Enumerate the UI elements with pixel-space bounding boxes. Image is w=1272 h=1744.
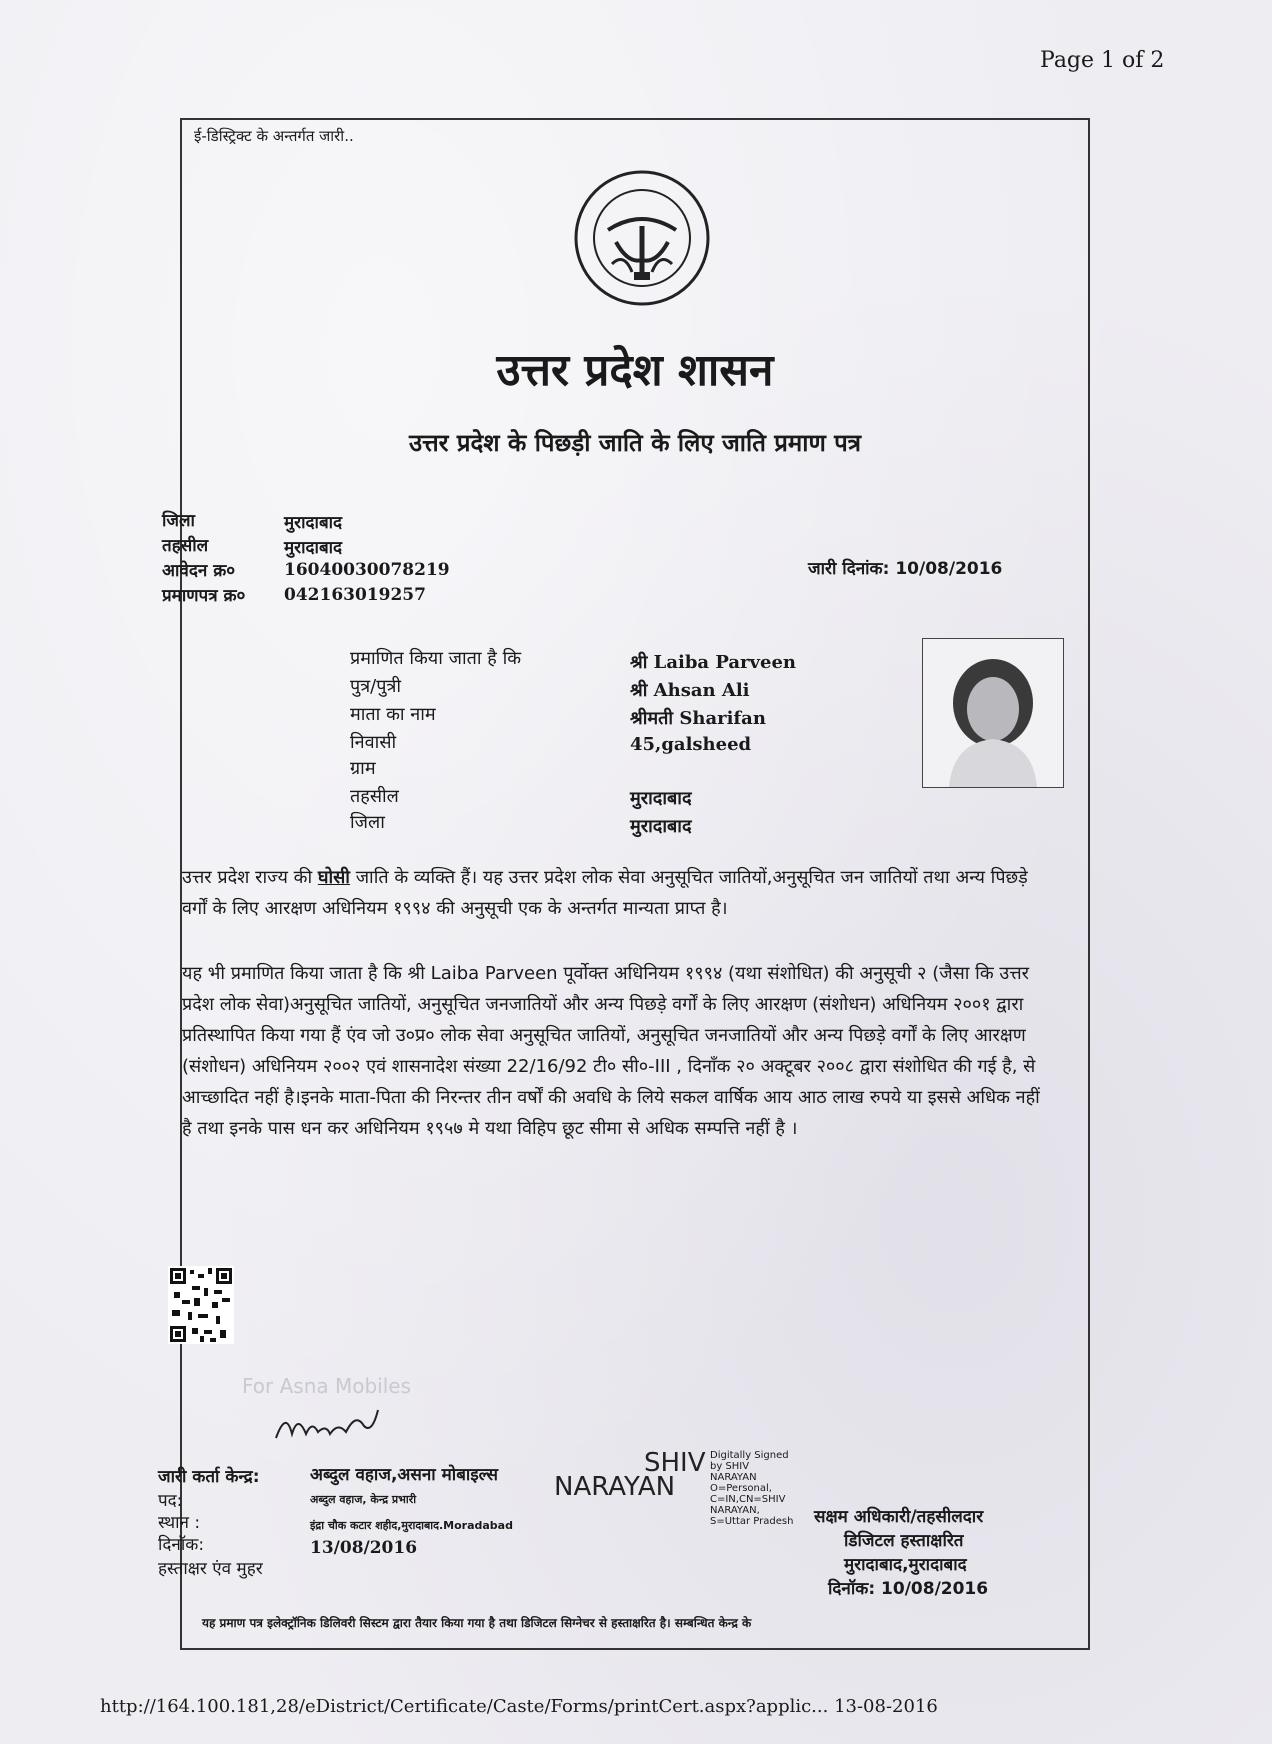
district-field-label: जिला	[350, 812, 385, 833]
holder-photo	[922, 638, 1064, 788]
caste-name: घोसी	[317, 867, 350, 888]
top-note: ई-डिस्ट्रिक्ट के अन्तर्गत जारी..	[194, 127, 354, 145]
mother-name: श्रीमती Sharifan	[630, 708, 766, 729]
qr-code	[168, 1266, 234, 1344]
certificate-frame	[158, 118, 1090, 1650]
government-title: उत्तर प्रदेश शासन	[496, 345, 774, 396]
signer-name-line2: NARAYAN	[554, 1472, 676, 1502]
certificate-title: उत्तर प्रदेश के पिछड़ी जाति के लिए जाति प्रमाण पत्र	[408, 429, 862, 457]
date-label: दिनॉक:	[158, 1535, 205, 1555]
district-field-value: मुरादाबाद	[630, 816, 692, 837]
place-value: इंद्रा चौक कटार शहीद,मुरादाबाद.Moradabad	[310, 1519, 513, 1532]
resident-value: 45,galsheed	[630, 734, 752, 755]
page-number: Page 1 of 2	[1040, 48, 1165, 73]
issuing-center-label: जारी कर्ता केन्द्र:	[158, 1467, 260, 1487]
para1-before: उत्तर प्रदेश राज्य की	[182, 867, 318, 888]
application-no-label: आवेदन क्र०	[162, 561, 236, 581]
certificate-no-value: 042163019257	[284, 585, 426, 605]
issuer-date-value: 13/08/2016	[310, 1538, 418, 1558]
son-daughter-label: पुत्र/पुत्री	[350, 676, 402, 697]
issuing-center-value: अब्दुल वहाज,असना मोबाइल्स	[310, 1465, 499, 1485]
post-label: पद:	[158, 1491, 183, 1511]
tehsil-field-value: मुरादाबाद	[630, 788, 692, 809]
authority-date: दिनॉक: 10/08/2016	[828, 1579, 989, 1599]
authority-line1: सक्षम अधिकारी/तहसीलदार	[814, 1507, 984, 1527]
tehsil-field-label: तहसील	[350, 786, 399, 807]
up-government-emblem-icon	[572, 168, 712, 308]
watermark: For Asna Mobiles	[242, 1374, 412, 1398]
district-value: मुरादाबाद	[284, 513, 343, 533]
district-label: जिला	[162, 511, 195, 531]
place-label: स्थान :	[158, 1513, 201, 1533]
holder-name: श्री Laiba Parveen	[630, 652, 796, 673]
issue-date: जारी दिनांक: 10/08/2016	[808, 559, 1003, 579]
bottom-note: यह प्रमाण पत्र इलेक्ट्रॉनिक डिलिवरी सिस्टम द्वारा तैयार किया गया है तथा डिजिटल सिग्नेचर से हस्ताक्षरित है। सम्बन्धित केन्द्र के	[202, 1616, 752, 1630]
digital-signature-details: Digitally Signed by SHIV NARAYAN O=Personal, C=IN,CN=SHIV NARAYAN, S=Uttar Pradesh	[710, 1450, 794, 1527]
authority-line3: मुरादाबाद,मुरादाबाद	[844, 1555, 967, 1575]
issuer-handwritten-signature	[272, 1404, 382, 1450]
certified-label: प्रमाणित किया जाता है कि	[350, 648, 522, 669]
resident-label: निवासी	[350, 732, 397, 753]
father-name: श्री Ahsan Ali	[630, 680, 750, 701]
tehsil-value: मुरादाबाद	[284, 538, 343, 558]
certificate-no-label: प्रमाणपत्र क्र०	[162, 586, 246, 606]
tehsil-label: तहसील	[162, 536, 209, 556]
signer-name-line1: SHIV	[644, 1448, 706, 1478]
application-no-value: 16040030078219	[284, 560, 450, 580]
footer-url: http://164.100.181,28/eDistrict/Certificate/Caste/Forms/printCert.aspx?applic... 13-08-2016	[100, 1696, 938, 1717]
post-value: अब्दुल वहाज, केन्द्र प्रभारी	[310, 1493, 417, 1506]
signature-seal-label: हस्ताक्षर एंव मुहर	[158, 1559, 263, 1579]
village-label: ग्राम	[350, 758, 376, 779]
para1-after: जाति के व्यक्ति हैं। यह उत्तर प्रदेश लोक सेवा अनुसूचित जातियों,अनुसूचित जन जातियों तथा अन्य पिछड़े वर्गों के लिए आरक्षण अधिनियम १९९४ की अनुसूची एक के अन्तर्गत मान्यता प्राप्त है।	[182, 867, 1028, 919]
paragraph-certification: यह भी प्रमाणित किया जाता है कि श्री Laiba Parveen पूर्वोक्त अधिनियम १९९४ (यथा संशोधित) की अनुसूची २ (जैसा कि उत्तर प्रदेश लोक सेवा)अनुसूचित जातियों, अनुसूचित जनजातियों और अन्य पिछड़े वर्गों के लिए आरक्षण (संशोधन) अधिनियम २००१ द्वारा प्रतिस्थापित किया गया हैं एंव जो उ०प्र० लोक सेवा अनुसूचित जातियों, अनुसूचित जनजातियों और अन्य पिछड़े वर्गों के लिए आरक्षण (संशोधन) अधिनियम २००२ एवं शासनादेश संख्या 22/16/92 टी० सी०-III , दिनाँक २० अक्टूबर २००८ द्वारा संशोधित की गई है, से आच्छादित नहीं है।इनके माता-पिता की निरन्तर तीन वर्षों की अवधि के लिये सकल वार्षिक आय आठ लाख रुपये या इससे अधिक नहीं है तथा इनके पास धन कर अधिनियम १९५७ मे यथा विहिप छूट सीमा से अधिक सम्पत्ति नहीं है ।	[182, 963, 1040, 1139]
mother-label: माता का नाम	[350, 704, 436, 725]
authority-line2: डिजिटल हस्ताक्षरित	[844, 1531, 964, 1551]
paragraph-caste-statement	[182, 862, 1052, 924]
